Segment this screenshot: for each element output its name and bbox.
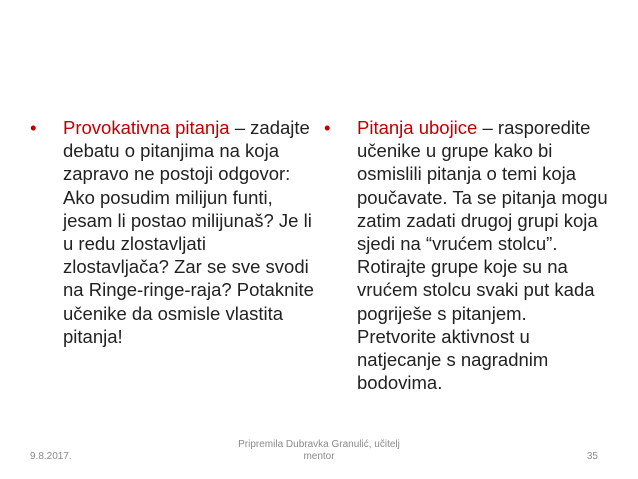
highlight-pitanja-ubojice: Pitanja ubojice [357,117,478,138]
bullet-text-left: – zadajte debatu o pitanjima na koja zapravo ne postoji odgovor: Ako posudim milijun funti, jesam li postao milijunaš? Je li u redu zlostavljati zlostavljača? Zar se sve svodi na Ringe-ringe-raja? Potaknite učenike da osmisle vlastita pitanja! [63,117,314,347]
page-number: 35 [586,451,598,462]
bullet-icon: • [324,117,331,138]
bullet-item-provokativna-pitanja [30,116,316,348]
left-column [30,116,316,348]
bullet-icon: • [30,117,37,138]
footer-author: Pripremila Dubravka Granulić, učitelj mentor [238,439,400,462]
bullet-text-right: – rasporedite učenike u grupe kako bi osmislili pitanja o temi koja poučavate. Ta se pitanja mogu zatim zadati drugoj grupi koja sjedi na “vrućem stolcu”. Rotirajte grupe koje su na vrućem stolcu svaki put kada pogriješe s pitanjem. Pretvorite aktivnost u natjecanje s nagradnim bodovima. [357,117,608,394]
right-column [324,116,608,394]
footer-date: 9.8.2017. [30,451,72,462]
bullet-item-pitanja-ubojice [324,116,608,394]
highlight-provokativna-pitanja: Provokativna pitanja [63,117,230,138]
